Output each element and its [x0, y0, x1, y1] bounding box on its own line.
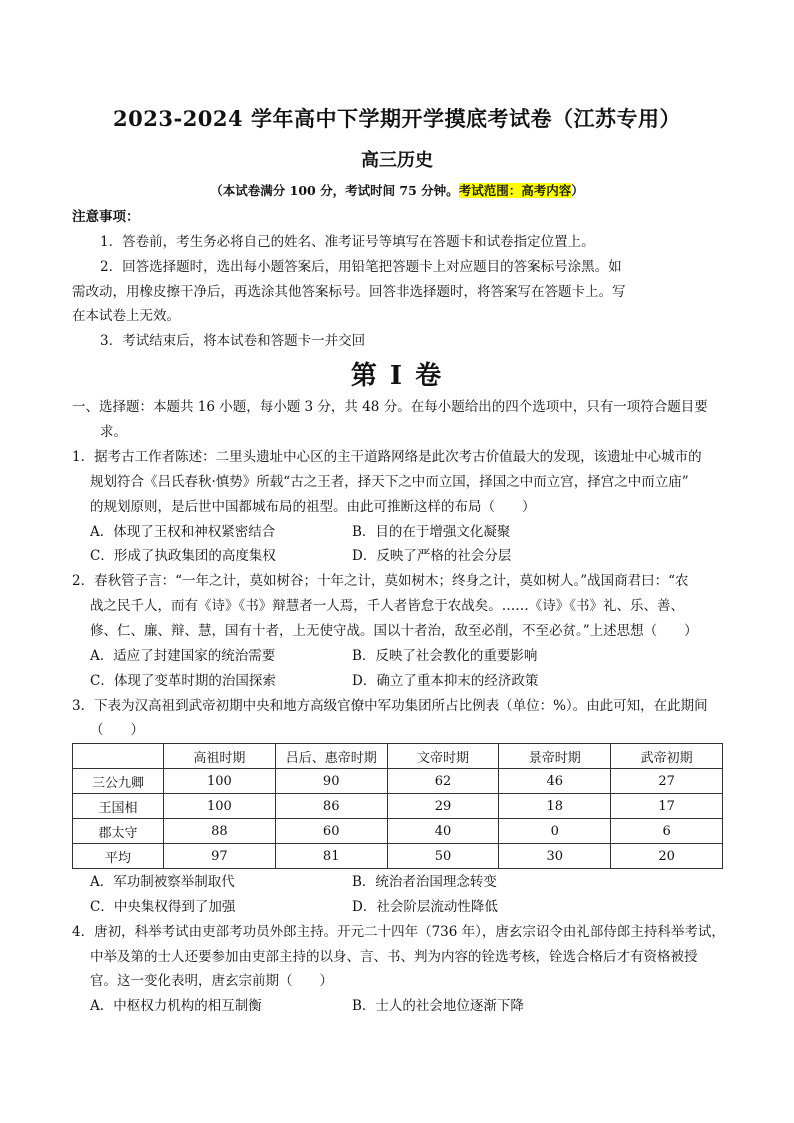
q4-option-b[interactable]: B．士人的社会地位逐渐下降	[352, 998, 524, 1014]
q4-text-b: 中举及第的士人还要参加由吏部主持的以身、言、书、判为内容的铨选考核，铨选合格后才有资格被授	[90, 949, 698, 965]
table-cell: 86	[275, 794, 387, 819]
notes-heading: 注意事项：	[72, 209, 140, 225]
table-cell: 46	[499, 769, 611, 794]
table-cell: 40	[387, 819, 499, 844]
table-cell: 郡太守	[73, 819, 164, 844]
q2-text-c: 修、仁、廉、辩、慧，国有十者，上无使守战。国以十者治，敌至必削，不至必贫。”上述思想（ ）	[90, 623, 698, 639]
q1-option-c[interactable]: C．形成了执政集团的高度集权	[90, 548, 276, 564]
table-header-cell: 吕后、惠帝时期	[275, 744, 387, 769]
table-row	[73, 794, 723, 819]
table-header-cell	[73, 744, 164, 769]
q4-text-a: 4．唐初，科举考试由吏部考功员外郎主持。开元二十四年（736 年），唐玄宗诏令由礼部侍郎主持科举考试，	[72, 924, 725, 940]
officials-ratio-table	[72, 743, 723, 869]
table-cell: 100	[164, 794, 276, 819]
table-cell: 18	[499, 794, 611, 819]
exam-subject: 高三历史	[361, 150, 433, 171]
notes-line-2a: 2．回答选择题时，选出每小题答案后，用铅笔把答题卡上对应题目的答案标号涂黑。如	[100, 259, 622, 275]
exam-info	[0, 181, 794, 199]
notes-line-1: 1．答卷前，考生务必将自己的姓名、准考证号等填写在答题卡和试卷指定位置上。	[100, 234, 595, 250]
table-cell: 100	[164, 769, 276, 794]
q3-option-c[interactable]: C．中央集权得到了加强	[90, 899, 236, 915]
q2-text-a: 2．春秋管子言：“一年之计，莫如树谷；十年之计，莫如树木；终身之计，莫如树人。”战国商君曰：“农	[72, 573, 689, 589]
q1-option-d[interactable]: D．反映了严格的社会分层	[352, 548, 512, 564]
section-title: 第 I 卷	[350, 361, 444, 391]
q2-text-b: 战之民千人，而有《诗》《书》辩慧者一人焉，千人者皆怠于农战矣。……《诗》《书》礼、乐、善、	[90, 598, 684, 614]
table-header-row	[73, 744, 723, 769]
table-cell: 60	[275, 819, 387, 844]
q3-option-a[interactable]: A．军功制被察举制取代	[90, 874, 235, 890]
table-cell: 王国相	[73, 794, 164, 819]
notes-line-2c: 在本试卷上无效。	[72, 308, 180, 324]
notes-line-3: 3．考试结束后，将本试卷和答题卡一并交回	[100, 333, 366, 349]
exam-scope-highlight: 考试范围：高考内容	[458, 183, 572, 198]
table-header-cell: 文帝时期	[387, 744, 499, 769]
q4-text-c: 官。这一变化表明，唐玄宗前期（ ）	[90, 973, 333, 989]
table-cell: 29	[387, 794, 499, 819]
table-row	[73, 769, 723, 794]
table-cell: 20	[611, 844, 723, 869]
table-header-cell: 武帝初期	[611, 744, 723, 769]
q4-option-a[interactable]: A．中枢权力机构的相互制衡	[90, 998, 262, 1014]
table-cell: 27	[611, 769, 723, 794]
table-header-cell: 高祖时期	[164, 744, 276, 769]
table-cell: 90	[275, 769, 387, 794]
table-cell: 三公九卿	[73, 769, 164, 794]
table-row	[73, 819, 723, 844]
exam-title: 2023-2024 学年高中下学期开学摸底考试卷（江苏专用）	[113, 106, 681, 131]
table-cell: 50	[387, 844, 499, 869]
notes-line-2b: 需改动，用橡皮擦干净后，再选涂其他答案标号。回答非选择题时，将答案写在答题卡上。写	[72, 284, 626, 300]
table-cell: 81	[275, 844, 387, 869]
table-row	[73, 844, 723, 869]
q1-text-c: 的规划原则，是后世中国都城布局的祖型。由此可推断这样的布局（ ）	[90, 499, 536, 515]
q2-option-d[interactable]: D．确立了重本抑末的经济政策	[352, 673, 539, 689]
q3-text-b: （ ）	[90, 722, 144, 738]
table-cell: 0	[499, 819, 611, 844]
table-cell: 62	[387, 769, 499, 794]
table-cell: 97	[164, 844, 276, 869]
table-cell: 17	[611, 794, 723, 819]
table-cell: 6	[611, 819, 723, 844]
q3-option-d[interactable]: D．社会阶层流动性降低	[352, 899, 498, 915]
q1-option-b[interactable]: B．目的在于增强文化凝聚	[352, 524, 511, 540]
table-cell: 平均	[73, 844, 164, 869]
q1-text-a: 1．据考古工作者陈述：二里头遗址中心区的主干道路网络是此次考古价值最大的发现，该遗址中心城市的	[72, 449, 702, 465]
q2-option-b[interactable]: B．反映了社会教化的重要影响	[352, 648, 538, 664]
table-header-cell: 景帝时期	[499, 744, 611, 769]
q3-text-a: 3．下表为汉高祖到武帝初期中央和地方高级官僚中军功集团所占比例表（单位：%）。由此可知，在此期间	[72, 698, 708, 714]
q2-option-a[interactable]: A．适应了封建国家的统治需要	[90, 648, 276, 664]
exam-info-prefix: （本试卷满分 100 分，考试时间 75 分钟。	[210, 183, 459, 198]
exam-info-suffix: ）	[571, 183, 584, 198]
section-instructions-cont: 求。	[100, 424, 127, 440]
table-cell: 88	[164, 819, 276, 844]
section-instructions: 一、选择题：本题共 16 小题，每小题 3 分，共 48 分。在每小题给出的四个选项中，只有一项符合题目要	[72, 399, 708, 415]
q1-text-b: 规划符合《吕氏春秋·慎势》所载“古之王者，择天下之中而立国，择国之中而立宫，择宫之中而立庙”	[90, 474, 689, 490]
table-cell: 30	[499, 844, 611, 869]
q3-option-b[interactable]: B．统治者治国理念转变	[352, 874, 497, 890]
q2-option-c[interactable]: C．体现了变革时期的治国探索	[90, 673, 276, 689]
q1-option-a[interactable]: A．体现了王权和神权紧密结合	[90, 524, 276, 540]
